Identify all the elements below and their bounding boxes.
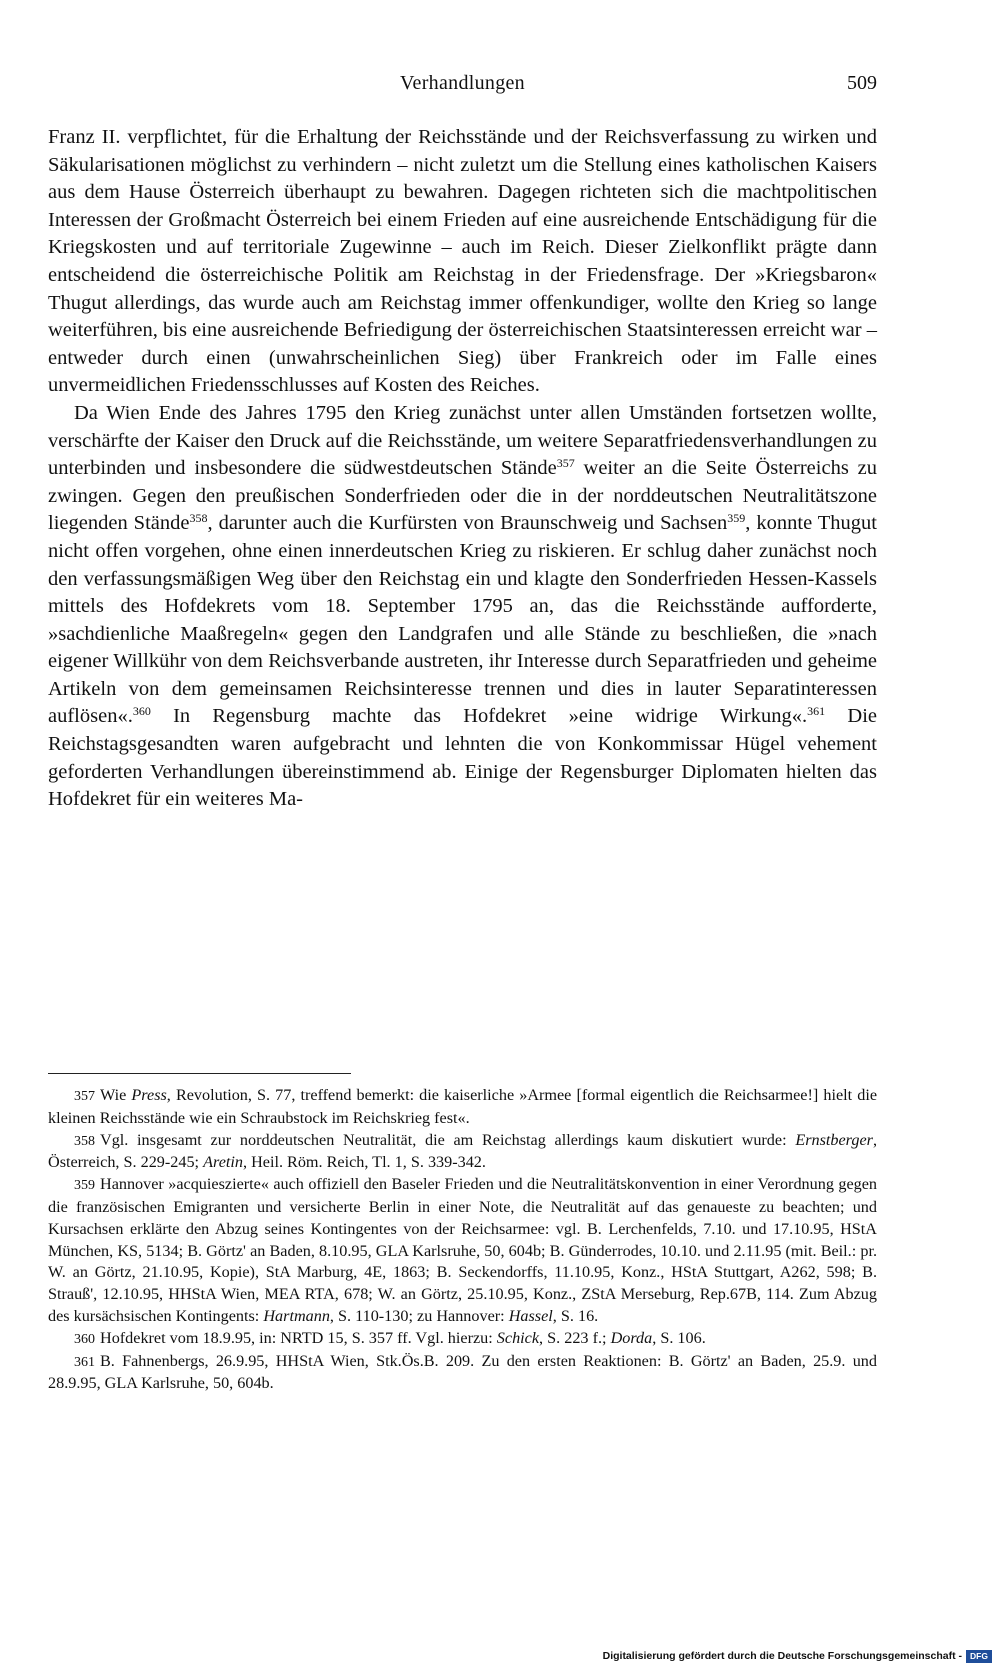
text-run: , konnte Thugut nicht offen vorgehen, ohne einen innerdeutschen Krieg zu riskieren. Er schlug daher zunächst noch den verfassungsmäßigen Weg über den Reichstag ein und klagte den Sonderfrieden Hessen-Kassels mittels des Hofdekrets vom 18. September 1795 an, das die Reichsstände aufforderte, »sachdienliche Maaßregeln« gegen den Landgrafen und alle Stände zu beschließen, die »nach eigener Willkühr von dem Reichsverbande austreten, ihr Interesse durch Separatfrieden und geheime Artikeln von dem gemeinsamen Reichsinteresse trennen und dies in lauter Separatinteressen auflösen«. <box>48 512 877 728</box>
cited-author: Hartmann <box>263 1306 330 1325</box>
footnote-number: 361 <box>74 1354 95 1370</box>
footnote-ref-361: 361 <box>807 704 826 719</box>
page-number: 509 <box>847 72 877 94</box>
footnote-ref-358: 358 <box>189 511 208 526</box>
cited-author: Hassel <box>508 1306 553 1325</box>
footnote-text: B. Fahnenbergs, 26.9.95, HHStA Wien, Stk.Ös.B. 209. Zu den ersten Reaktionen: B. Görtz' an Baden, 25.9. und 28.9.95, GLA Karlsruhe, 50, 604b. <box>48 1351 877 1393</box>
main-text <box>48 124 877 814</box>
text-run: In Regensburg machte das Hofdekret »eine widrige Wirkung«. <box>150 705 808 728</box>
footnote-357 <box>48 1085 877 1130</box>
footnote-text: , S. 110-130; zu Hannover: <box>329 1306 509 1325</box>
footnote-number: 360 <box>74 1331 95 1347</box>
footnote-number: 359 <box>74 1178 95 1194</box>
footnote-text: , Österreich, S. 229-245; <box>48 1130 877 1172</box>
footnote-359 <box>48 1174 877 1328</box>
footnote-361 <box>48 1351 877 1396</box>
footnote-text: Hofdekret vom 18.9.95, in: NRTD 15, S. 357 ff. Vgl. hierzu: <box>100 1328 497 1347</box>
paragraph-2 <box>48 400 877 814</box>
digitization-credit <box>603 1648 992 1664</box>
footnote-number: 358 <box>74 1133 95 1149</box>
credit-text: Digitalisierung gefördert durch die Deutsche Forschungsgemeinschaft - <box>602 1650 962 1662</box>
text-run: Da Wien Ende des Jahres 1795 den Krieg zunächst unter allen Umständen fortsetzen wollte, verschärfte der Kaiser den Druck auf die Reichsstände, um weitere Separatfriedensverhandlungen zu unterbinden und insbesondere die südwestdeutschen Stände <box>48 401 877 480</box>
footnote-text: , Heil. Röm. Reich, Tl. 1, S. 339-342. <box>242 1153 486 1172</box>
footnote-number: 357 <box>74 1089 95 1104</box>
dfg-logo: DFG <box>966 1650 992 1663</box>
footnotes <box>48 1085 877 1395</box>
footnote-separator <box>48 1073 351 1074</box>
footnote-text: , S. 16. <box>552 1306 599 1325</box>
running-head <box>48 72 877 102</box>
footnote-text: Hannover »acquieszierte« auch offiziell den Baseler Frieden und die Neutralitätskonvention in einer Verordnung gegen die französischen Emigranten und versicherte Berlin in einer Note, die Neutralität auf das genaueste zu beachten; und Kursachsen erklärte den Abzug seines Kontingentes von der Reichsarmee: vgl. B. Lerchenfelds, 7.10. und 17.10.95, HStA München, KS, 5134; B. Görtz' an Baden, 8.10.95, GLA Karlsruhe, 50, 604b; B. Günderrodes, 10.10. und 2.11.95 (mit. Beil.: pr. W. an Görtz, 21.10.95, Kopie), StA Marburg, 4E, 1863; B. Seckendorffs, 11.10.95, Konz., HStA Stuttgart, A262, 598; B. Strauß', 12.10.95, HHStA Wien, MEA RTA, 678; W. an Görtz, 25.10.95, Konz., ZStA Merseburg, Rep.67B, 114. Zum Abzug des kursächsischen Kontingents: <box>48 1175 877 1325</box>
paragraph-1: Franz II. verpflichtet, für die Erhaltung der Reichsstände und der Reichsverfassung zu wirken und Säkularisationen möglichst zu verhindern – nicht zuletzt um die Stellung eines katholischen Kaisers aus dem Hause Österreich überhaupt zu bewahren. Dagegen richteten sich die machtpolitischen Interessen der Großmacht Österreich bei einem Frieden auf eine ausreichende Entschädigung für die Kriegskosten und auf territoriale Zugewinne – auch im Reich. Dieser Zielkonflikt prägte dann entscheidend die österreichische Politik am Reichstag in der Friedensfrage. Der »Kriegsbaron« Thugut allerdings, das wurde auch am Reichstag immer offenkundiger, wollte den Krieg so lange weiterführen, bis eine ausreichende Befriedigung der österreichischen Staatsinteressen erreicht war – entweder durch einen (unwahrscheinlichen Sieg) über Frankreich oder im Falle eines unvermeidlichen Friedensschlusses auf Kosten des Reiches. <box>48 126 877 397</box>
footnote-360 <box>48 1328 877 1351</box>
footnote-ref-360: 360 <box>132 704 151 719</box>
text-run: weiter an die Seite Österreichs zu zwingen. Gegen den preußischen Sonderfrieden oder die in der norddeutschen Neutralitätszone liegenden Stände <box>48 457 877 535</box>
footnote-text: , S. 106. <box>652 1328 706 1347</box>
cited-author: Schick <box>496 1328 540 1347</box>
footnote-text: Vgl. insgesamt zur norddeutschen Neutralität, die am Reichstag allerdings kaum diskutiert wurde: <box>100 1130 796 1149</box>
cited-author: Press <box>131 1086 167 1104</box>
running-title: Verhandlungen <box>400 72 525 94</box>
cited-author: Aretin <box>203 1153 243 1172</box>
footnote-ref-357: 357 <box>556 456 575 471</box>
footnote-ref-359: 359 <box>727 511 746 526</box>
footnote-358 <box>48 1130 877 1175</box>
cited-author: Ernstberger <box>795 1130 873 1149</box>
cited-author: Dorda <box>610 1328 653 1347</box>
footnote-text: , S. 223 f.; <box>539 1328 611 1347</box>
footnote-text: Wie <box>100 1086 132 1104</box>
text-run: , darunter auch die Kurfürsten von Braunschweig und Sachsen <box>207 512 728 535</box>
footnote-text: , Revolution, S. 77, treffend bemerkt: die kaiserliche »Armee [formal eigentlich die Reichsarmee!] hielt die kleinen Reichsstände wie ein Schraubstock im Reichskrieg fest«. <box>48 1086 878 1127</box>
text-run: Die Reichstagsgesandten waren aufgebracht und lehnten die von Konkommissar Hügel vehement geforderten Verhandlungen übereinstimmend ab. Einige der Regensburger Diplomaten hielten das Hofdekret für ein weiteres Ma- <box>48 705 877 811</box>
